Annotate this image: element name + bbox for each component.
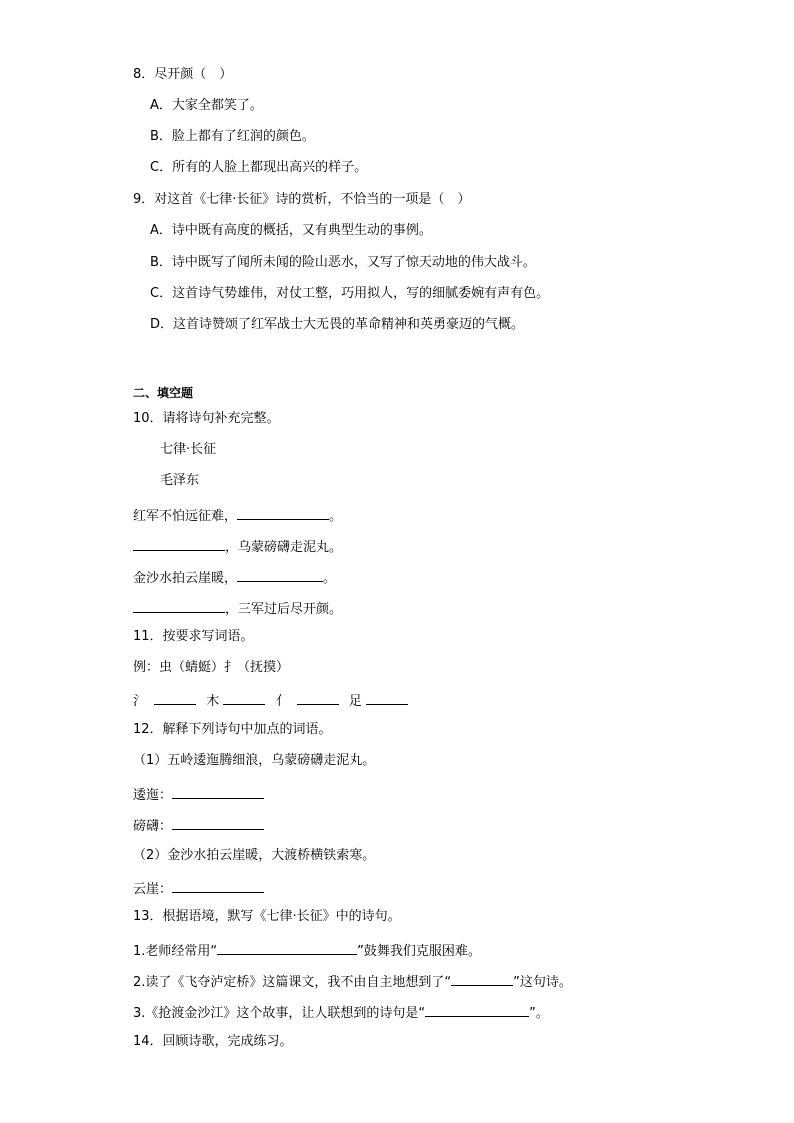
q11-radical-wood: 木 <box>206 694 220 709</box>
section-title-fill-in: 二、填空题 <box>133 386 194 400</box>
q10-poem-author: 毛泽东 <box>160 473 200 488</box>
q10-line4-text: ，三军过后尽开颜。 <box>225 602 343 617</box>
q12-blank-2[interactable] <box>172 815 264 830</box>
q13-item3-post: ”。 <box>529 1006 549 1021</box>
q12-term3-row <box>133 878 264 896</box>
q11-blank-1[interactable] <box>154 690 196 705</box>
q8-stem: 8．尽开颜（ ） <box>133 67 233 82</box>
q11-blank-4[interactable] <box>366 690 408 705</box>
q9-option-d: D．这首诗赞颂了红军战士大无畏的革命精神和英勇豪迈的气概。 <box>150 317 525 332</box>
q8-option-a: A．大家全都笑了。 <box>150 98 263 113</box>
q12-part1: （1）五岭逶迤腾细浪，乌蒙磅礴走泥丸。 <box>133 753 376 768</box>
q13-item1-pre: 1.老师经常用“ <box>133 944 218 959</box>
q11-radical-person: 亻 <box>275 694 289 709</box>
q13-stem: 13．根据语境，默写《七律·长征》中的诗句。 <box>133 909 401 924</box>
q10-poem-title: 七律·长征 <box>160 442 217 457</box>
q10-line3-end: 。 <box>323 571 337 586</box>
q10-line1-end: 。 <box>329 509 343 524</box>
q10-line3-text: 金沙水拍云崖暖， <box>133 571 238 586</box>
q13-blank-2[interactable] <box>451 971 513 986</box>
q13-blank-3[interactable] <box>425 1002 529 1017</box>
q12-term3-label: 云崖： <box>133 882 173 897</box>
q10-stem: 10．请将诗句补充完整。 <box>133 411 280 426</box>
q14-stem: 14．回顾诗歌，完成练习。 <box>133 1034 293 1049</box>
q12-term2-label: 磅礴： <box>133 819 173 834</box>
q13-item3 <box>133 1002 549 1020</box>
q12-term1-label: 逶迤： <box>133 788 173 803</box>
q11-blank-3[interactable] <box>297 690 339 705</box>
q11-radical-foot: 足 <box>348 694 362 709</box>
q12-term2-row <box>133 815 264 833</box>
q12-part2: （2）金沙水拍云崖暖，大渡桥横铁索寒。 <box>133 848 376 863</box>
q10-blank-3[interactable] <box>237 567 323 582</box>
q13-item1 <box>133 940 481 958</box>
q12-stem: 12．解释下列诗句中加点的词语。 <box>133 722 332 737</box>
q11-stem: 11．按要求写词语。 <box>133 629 254 644</box>
q10-line3 <box>133 567 336 585</box>
q8-option-b: B．脸上都有了红润的颜色。 <box>150 129 315 144</box>
q10-blank-1[interactable] <box>237 505 329 520</box>
q10-line4 <box>133 598 342 616</box>
q9-option-a: A．诗中既有高度的概括，又有典型生动的事例。 <box>150 223 432 238</box>
q9-option-c: C．这首诗气势雄伟，对仗工整，巧用拟人，写的细腻委婉有声有色。 <box>150 286 550 301</box>
q12-blank-1[interactable] <box>172 784 264 799</box>
q11-radicals-row <box>133 690 408 708</box>
q11-blank-2[interactable] <box>223 690 265 705</box>
q12-term1-row <box>133 784 264 802</box>
q10-line1 <box>133 505 342 523</box>
q9-stem: 9．对这首《七律·长征》诗的赏析，不恰当的一项是（ ） <box>133 192 471 207</box>
q10-blank-4[interactable] <box>133 598 225 613</box>
q11-example: 例：虫（蜻蜓）扌（抚摸） <box>133 660 290 675</box>
q8-option-c: C．所有的人脸上都现出高兴的样子。 <box>150 160 368 175</box>
q13-item2 <box>133 971 572 989</box>
q12-blank-3[interactable] <box>172 878 264 893</box>
q10-line1-text: 红军不怕远征难， <box>133 509 238 524</box>
q13-item2-post: ”这句诗。 <box>513 975 572 990</box>
q13-item3-pre: 3.《抢渡金沙江》这个故事，让人联想到的诗句是“ <box>133 1006 426 1021</box>
q10-line2 <box>133 536 342 554</box>
q13-blank-1[interactable] <box>217 940 357 955</box>
q9-option-b: B．诗中既写了闻所未闻的险山恶水，又写了惊天动地的伟大战斗。 <box>150 255 536 270</box>
q11-radical-water: 氵 <box>133 694 147 709</box>
q13-item1-post: ”鼓舞我们克服困难。 <box>357 944 481 959</box>
q13-item2-pre: 2.读了《飞夺泸定桥》这篇课文，我不由自主地想到了“ <box>133 975 452 990</box>
q10-blank-2[interactable] <box>133 536 225 551</box>
q10-line2-text: ，乌蒙磅礴走泥丸。 <box>225 540 343 555</box>
